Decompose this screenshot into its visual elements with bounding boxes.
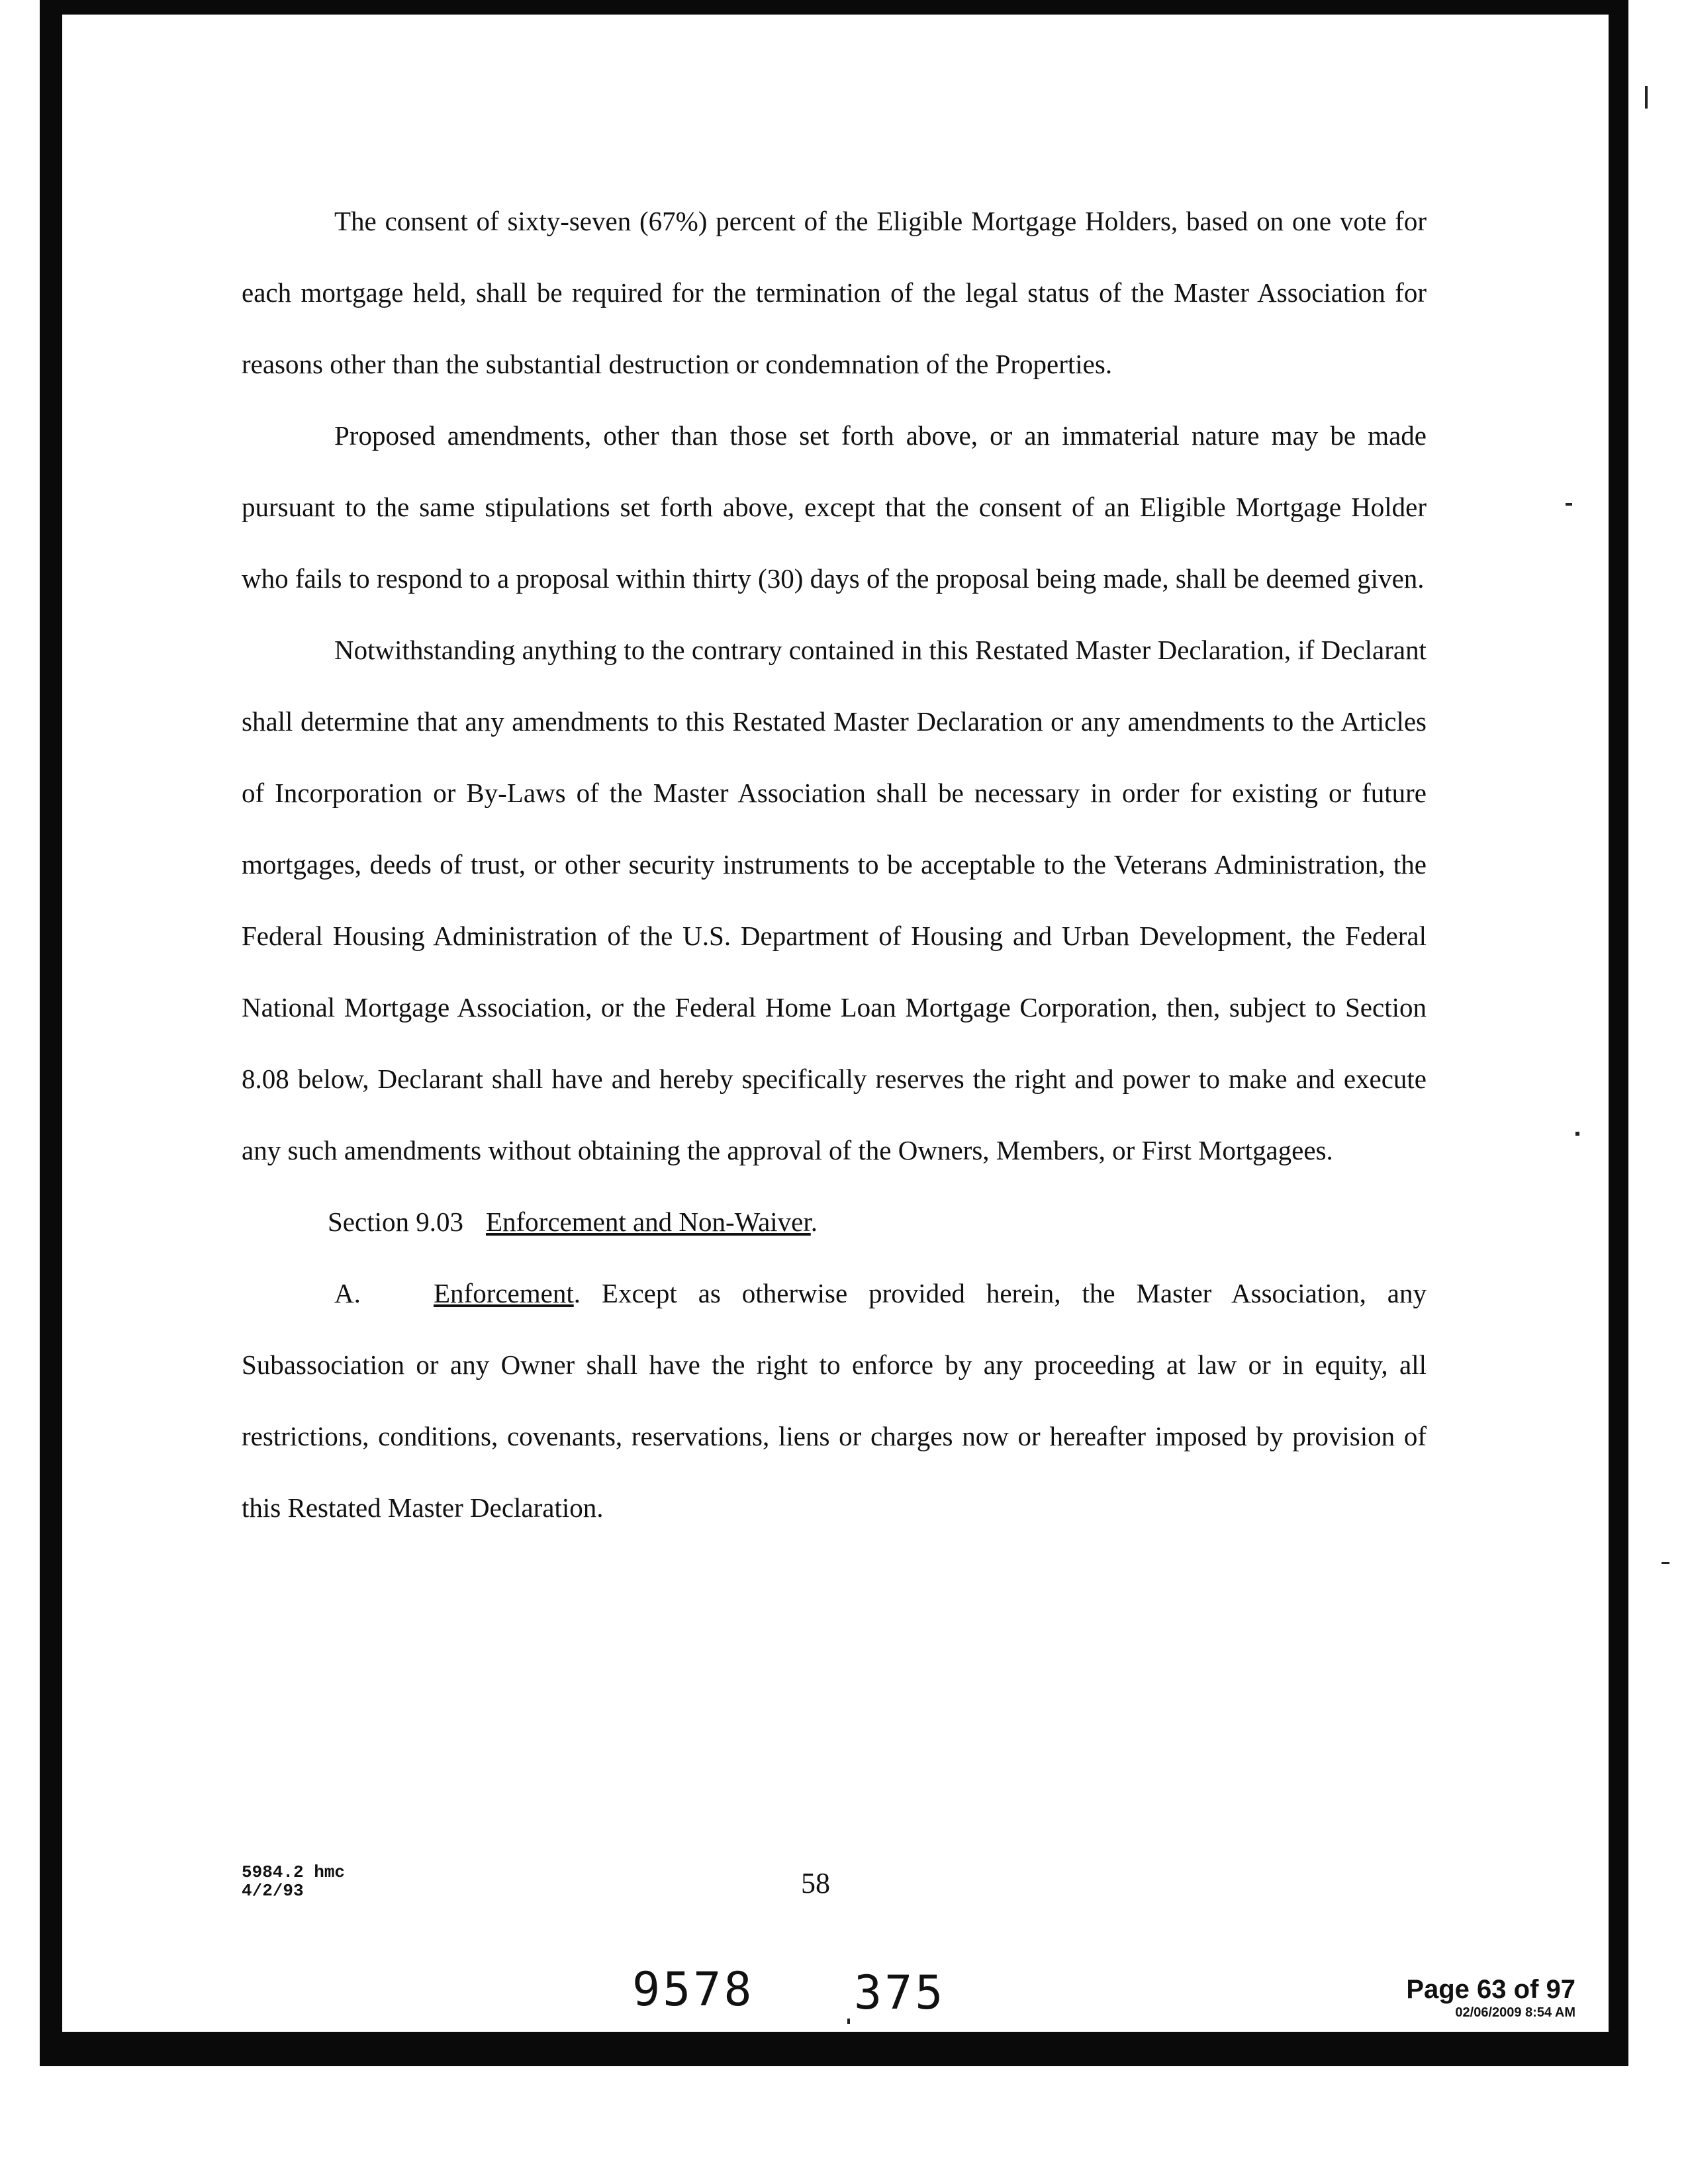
paragraph-proposed-amendments: Proposed amendments, other than those set forth above, or an immaterial nature may be made pursuant to the same stipulations set forth above, except that the consent of an Eligible Mortgage Holder who fails to respond to a proposal within thirty (30) days of the proposal being made, shall be deemed given. xyxy=(242,420,1427,594)
paragraph-termination-consent: The consent of sixty-seven (67%) percent of the Eligible Mortgage Holders, based on one vote for each mortgage held, shall be required for the termination of the legal status of the Master Association for reasons other than the substantial destruction or condemnation of the Properties. xyxy=(242,206,1427,379)
page-stamp: 375 xyxy=(854,1966,946,2020)
subsection-text: Except as otherwise provided herein, the Master Association, any Subassociation or any Owner shall have the right to enforce by any proceeding at law or in equity, all restrictions, conditions, covenants, reservations, liens or charges now or hereafter imposed by provision of this Restated Master Declaration. xyxy=(242,1278,1427,1523)
section-title-punct: . xyxy=(810,1206,818,1237)
scan-border-right xyxy=(1609,0,1628,2065)
subsection-title-punct: . xyxy=(573,1278,581,1308)
scan-speck xyxy=(1566,503,1572,506)
page-of-count: Page 63 of 97 xyxy=(1406,1975,1575,2004)
scan-border-top xyxy=(40,0,1628,15)
scan-border-bottom xyxy=(40,2032,1628,2066)
section-number: Section 9.03 xyxy=(328,1206,463,1237)
page-number: 58 xyxy=(801,1867,830,1899)
subsection-enforcement xyxy=(242,1257,1427,1543)
document-body xyxy=(242,185,1427,1543)
file-code: 5984.2 hmc xyxy=(242,1862,346,1882)
section-heading xyxy=(242,1186,1427,1257)
file-reference xyxy=(242,1863,345,1900)
paragraph-declarant-amendments: Notwithstanding anything to the contrary contained in this Restated Master Declaration, if Declarant shall determine that any amendments to this Restated Master Declaration or any amendments to the Articles of Incorporation or By-Laws of the Master Association shall be necessary in order for existing or future mortgages, deeds of trust, or other security instruments to be acceptable to the Veterans Administration, the Federal Housing Administration of the U.S. Department of Housing and Urban Development, the Federal National Mortgage Association, or the Federal Home Loan Mortgage Corporation, then, subject to Section 8.08 below, Declarant shall have and hereby specifically reserves the right and power to make and execute any such amendments without obtaining the approval of the Owners, Members, or First Mortgagees. xyxy=(242,635,1427,1165)
scan-border-left xyxy=(40,0,62,2065)
scan-speck xyxy=(1645,86,1648,109)
section-title: Enforcement and Non-Waiver xyxy=(485,1206,811,1237)
file-date: 4/2/93 xyxy=(242,1881,304,1901)
scan-speck xyxy=(847,2019,850,2024)
scan-speck xyxy=(1662,1562,1669,1564)
book-stamp: 9578 xyxy=(632,1962,755,2017)
subsection-title: Enforcement xyxy=(434,1278,574,1308)
print-timestamp: 02/06/2009 8:54 AM xyxy=(1455,2005,1575,2020)
scan-speck xyxy=(1575,1132,1579,1136)
subsection-letter: A. xyxy=(334,1278,361,1308)
